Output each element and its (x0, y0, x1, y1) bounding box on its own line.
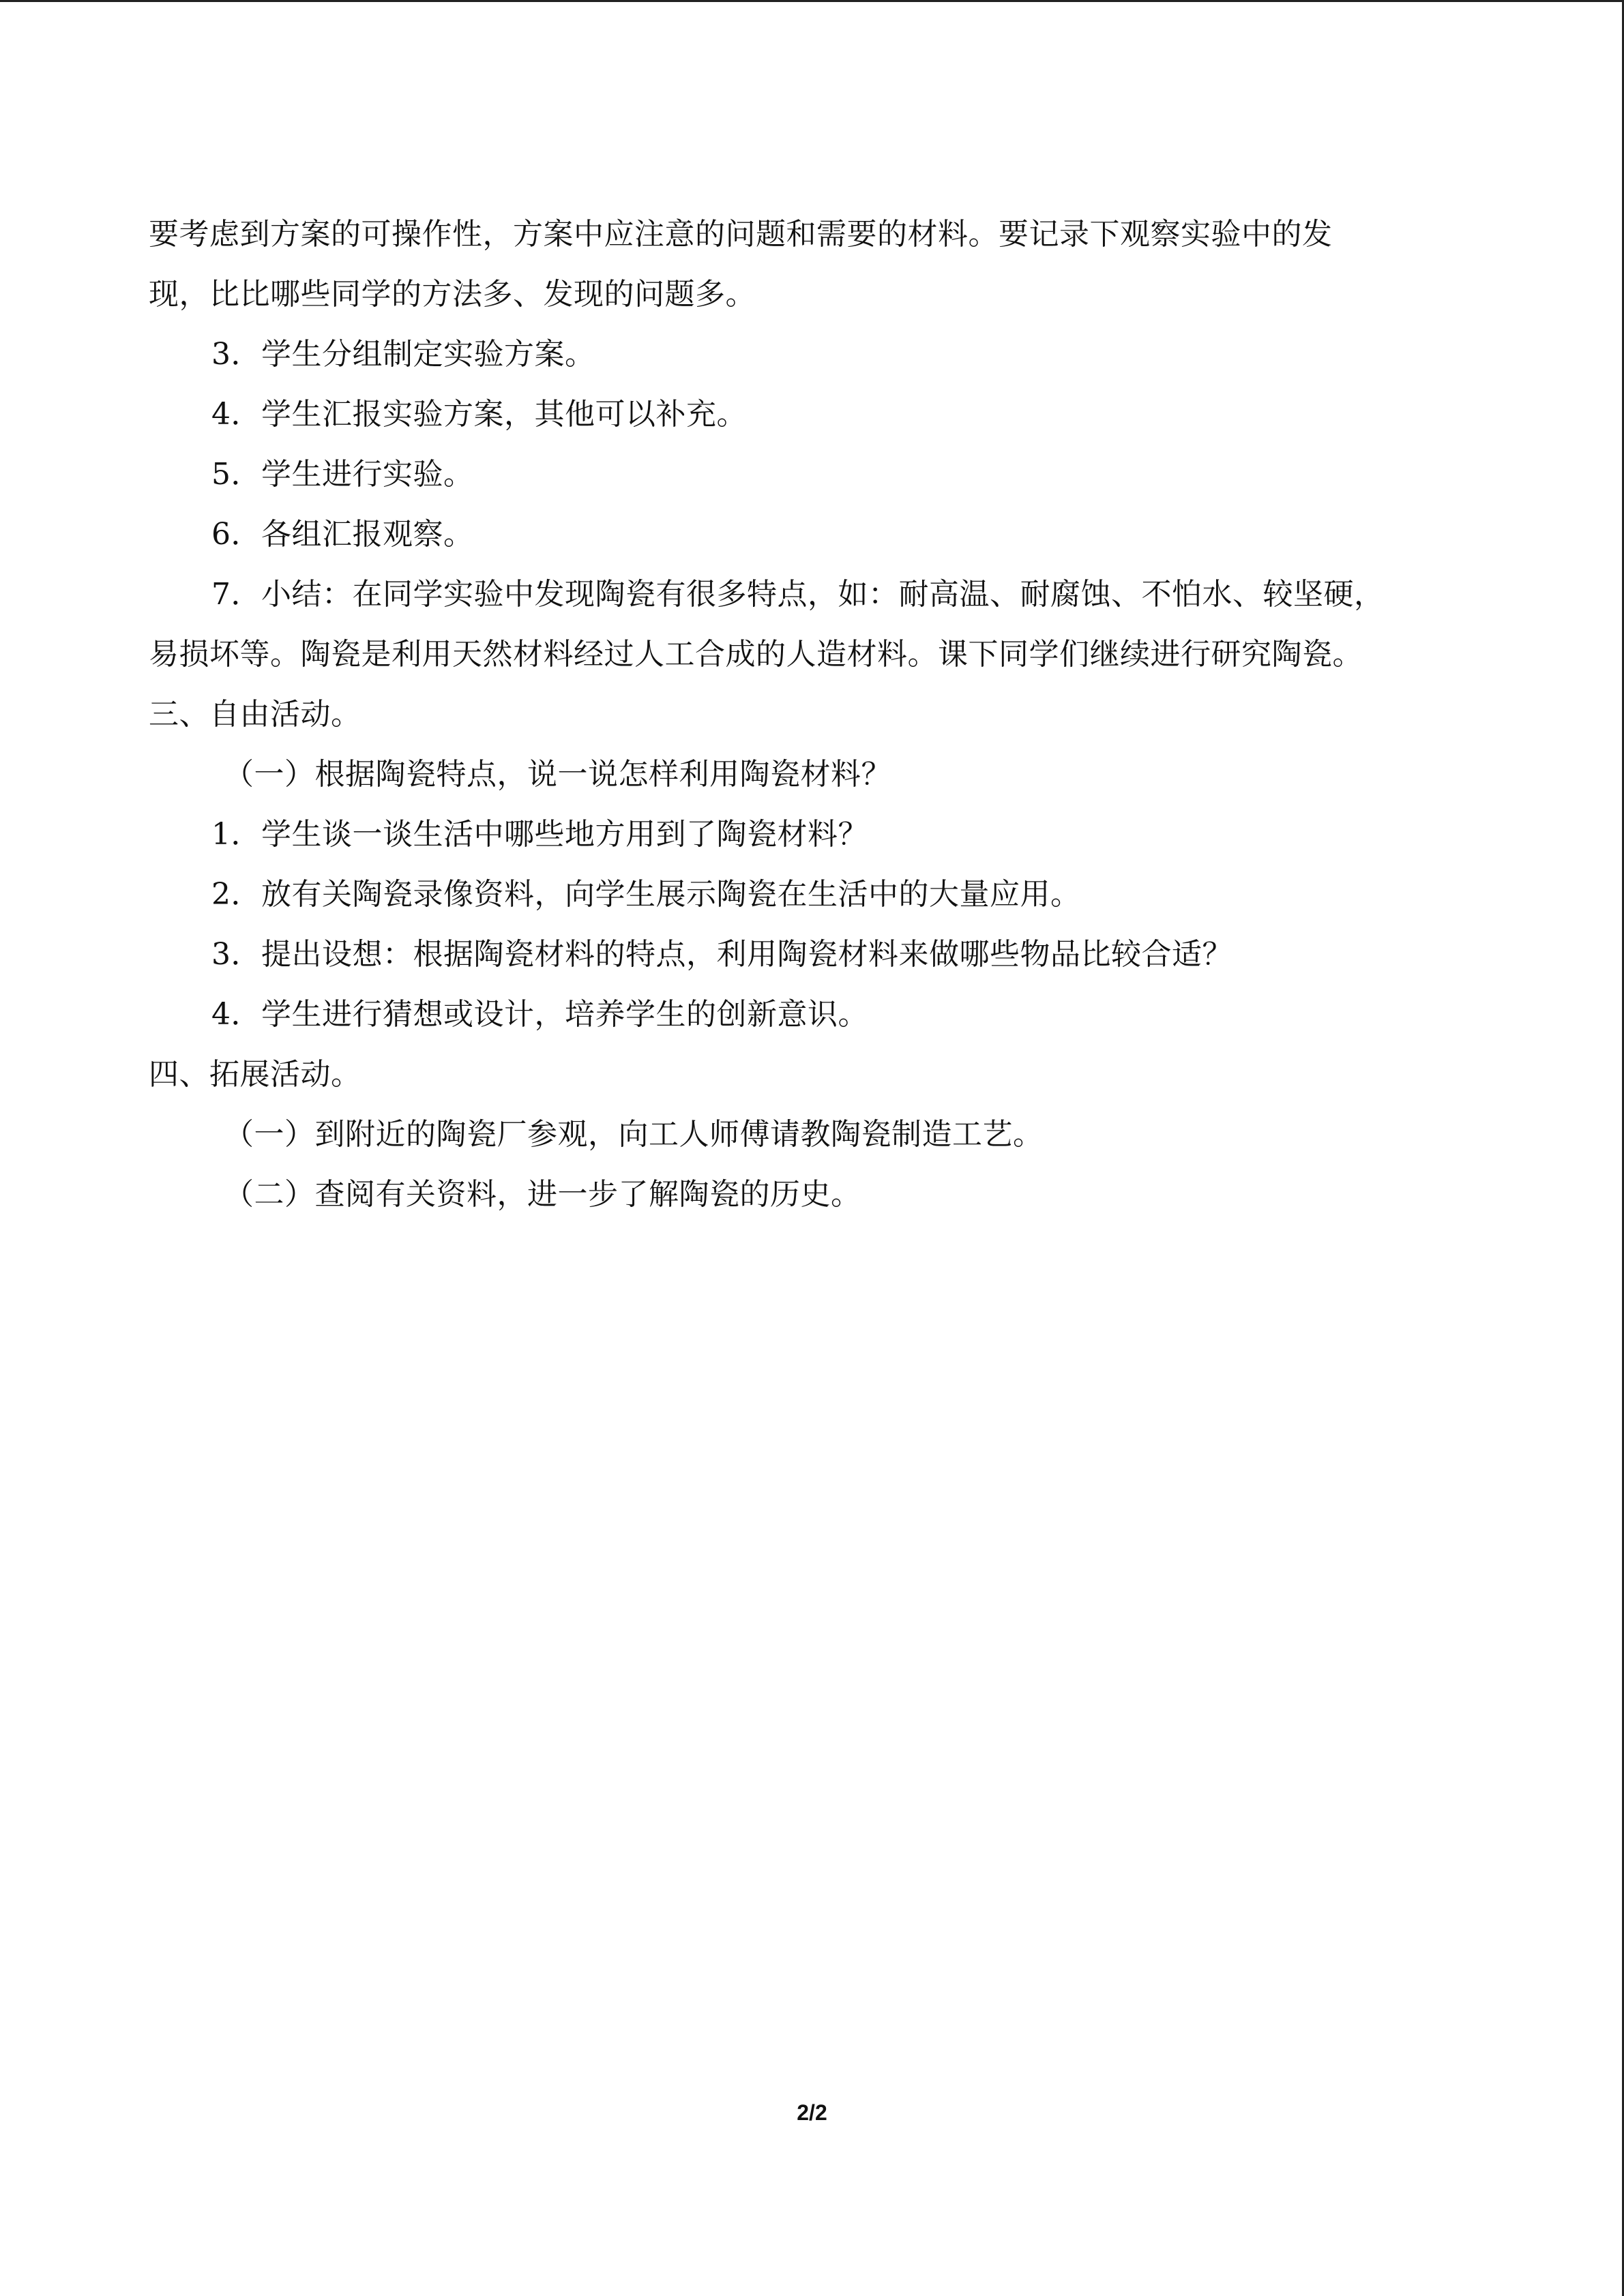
page-number: 2/2 (797, 2100, 827, 2125)
document-body (149, 205, 1486, 1225)
subsection-item-1: （一）到附近的陶瓷厂参观，向工人师傅请教陶瓷制造工艺。 (224, 1117, 1044, 1152)
subsection-item-2: （二）查阅有关资料，进一步了解陶瓷的历史。 (224, 1177, 861, 1212)
paragraph-line-continuation-2: 现，比比哪些同学的方法多、发现的问题多。 (149, 277, 756, 312)
list-item-5: 5．学生进行实验。 (211, 457, 474, 492)
list-item-6: 6．各组汇报观察。 (211, 517, 474, 552)
list-item-3-idea: 3．提出设想：根据陶瓷材料的特点，利用陶瓷材料来做哪些物品比较合适？ (211, 937, 1232, 972)
list-item-4-design: 4．学生进行猜想或设计，培养学生的创新意识。 (211, 997, 868, 1032)
list-item-2: 2．放有关陶瓷录像资料，向学生展示陶瓷在生活中的大量应用。 (211, 877, 1081, 912)
subsection-heading-1: （一）根据陶瓷特点，说一说怎样利用陶瓷材料？ (224, 757, 891, 792)
list-item-7-summary-continuation: 易损坏等。陶瓷是利用天然材料经过人工合成的人造材料。课下同学们继续进行研究陶瓷。 (149, 637, 1363, 672)
section-heading-free-activity: 三、自由活动。 (149, 697, 361, 732)
list-item-7-summary: 7．小结：在同学实验中发现陶瓷有很多特点，如：耐高温、耐腐蚀、不怕水、较坚硬， (211, 577, 1385, 612)
list-item-4: 4．学生汇报实验方案，其他可以补充。 (211, 397, 747, 432)
page-border-top (0, 0, 1624, 2)
section-heading-extension-activity: 四、拓展活动。 (149, 1057, 361, 1092)
list-item-3: 3．学生分组制定实验方案。 (211, 337, 595, 372)
paragraph-line-continuation-1: 要考虑到方案的可操作性，方案中应注意的问题和需要的材料。要记录下观察实验中的发 (149, 217, 1333, 252)
list-item-1: 1．学生谈一谈生活中哪些地方用到了陶瓷材料？ (211, 817, 868, 852)
